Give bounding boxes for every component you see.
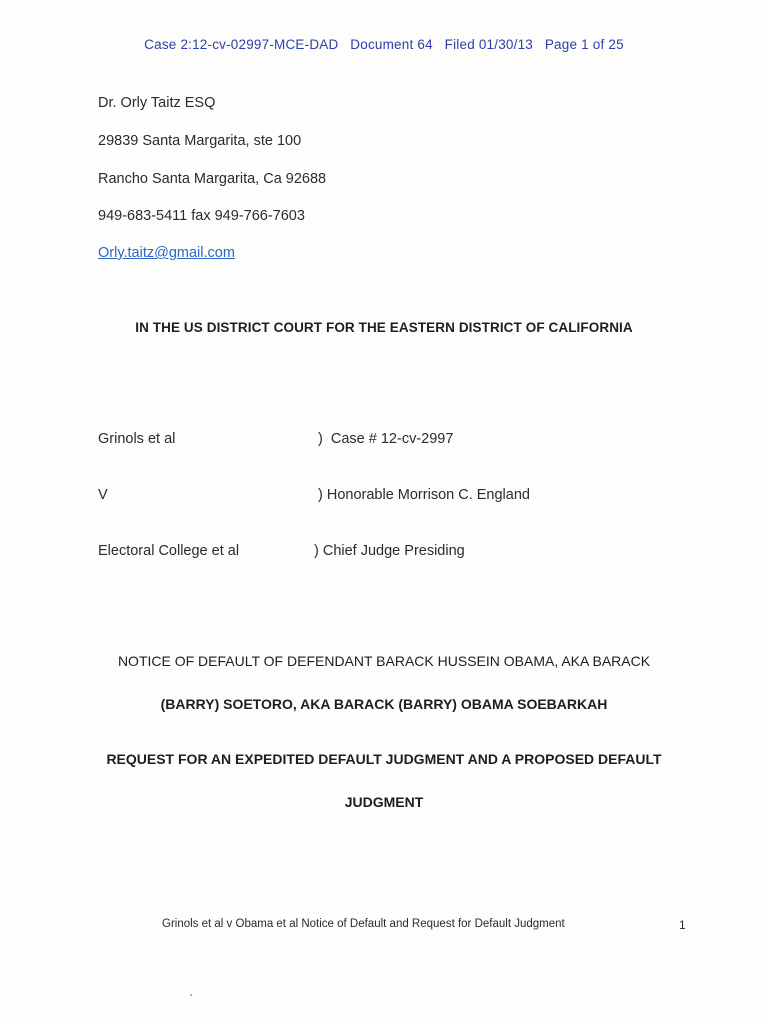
doc-title-line-1: NOTICE OF DEFAULT OF DEFENDANT BARACK HUSSEIN OBAMA, AKA BARACK	[117, 653, 651, 669]
footer-caption: Grinols et al v Obama et al Notice of Default and Request for Default Judgment	[162, 918, 565, 930]
attorney-name: Dr. Orly Taitz ESQ	[98, 95, 216, 111]
caption-versus: V	[98, 487, 108, 503]
doc-title-line-3: REQUEST FOR AN EXPEDITED DEFAULT JUDGMENT AND A PROPOSED DEFAULT	[106, 751, 662, 767]
attorney-email-link[interactable]: Orly.taitz@gmail.com	[98, 245, 235, 261]
footer-page-number: 1	[679, 918, 686, 932]
court-title: IN THE US DISTRICT COURT FOR THE EASTERN DISTRICT OF CALIFORNIA	[135, 320, 633, 335]
doc-title-line-4: JUDGMENT	[344, 794, 424, 810]
doc-title-line-2: (BARRY) SOETORO, AKA BARACK (BARRY) OBAMA SOEBARKAH	[160, 696, 608, 712]
attorney-phone: 949-683-5411 fax 949-766-7603	[98, 208, 305, 224]
attorney-email-row	[98, 245, 235, 261]
caption-presiding: ) Chief Judge Presiding	[314, 543, 465, 559]
scan-speck	[190, 994, 192, 996]
attorney-city: Rancho Santa Margarita, Ca 92688	[98, 171, 327, 187]
attorney-street: 29839 Santa Margarita, ste 100	[98, 133, 302, 149]
caption-defendant: Electoral College et al	[98, 543, 240, 559]
caption-case-number: ) Case # 12-cv-2997	[318, 431, 454, 447]
case-header-stamp: Case 2:12-cv-02997-MCE-DAD Document 64 Filed 01/30/13 Page 1 of 25	[144, 37, 624, 52]
caption-plaintiff: Grinols et al	[98, 431, 176, 447]
caption-judge: ) Honorable Morrison C. England	[318, 487, 530, 503]
